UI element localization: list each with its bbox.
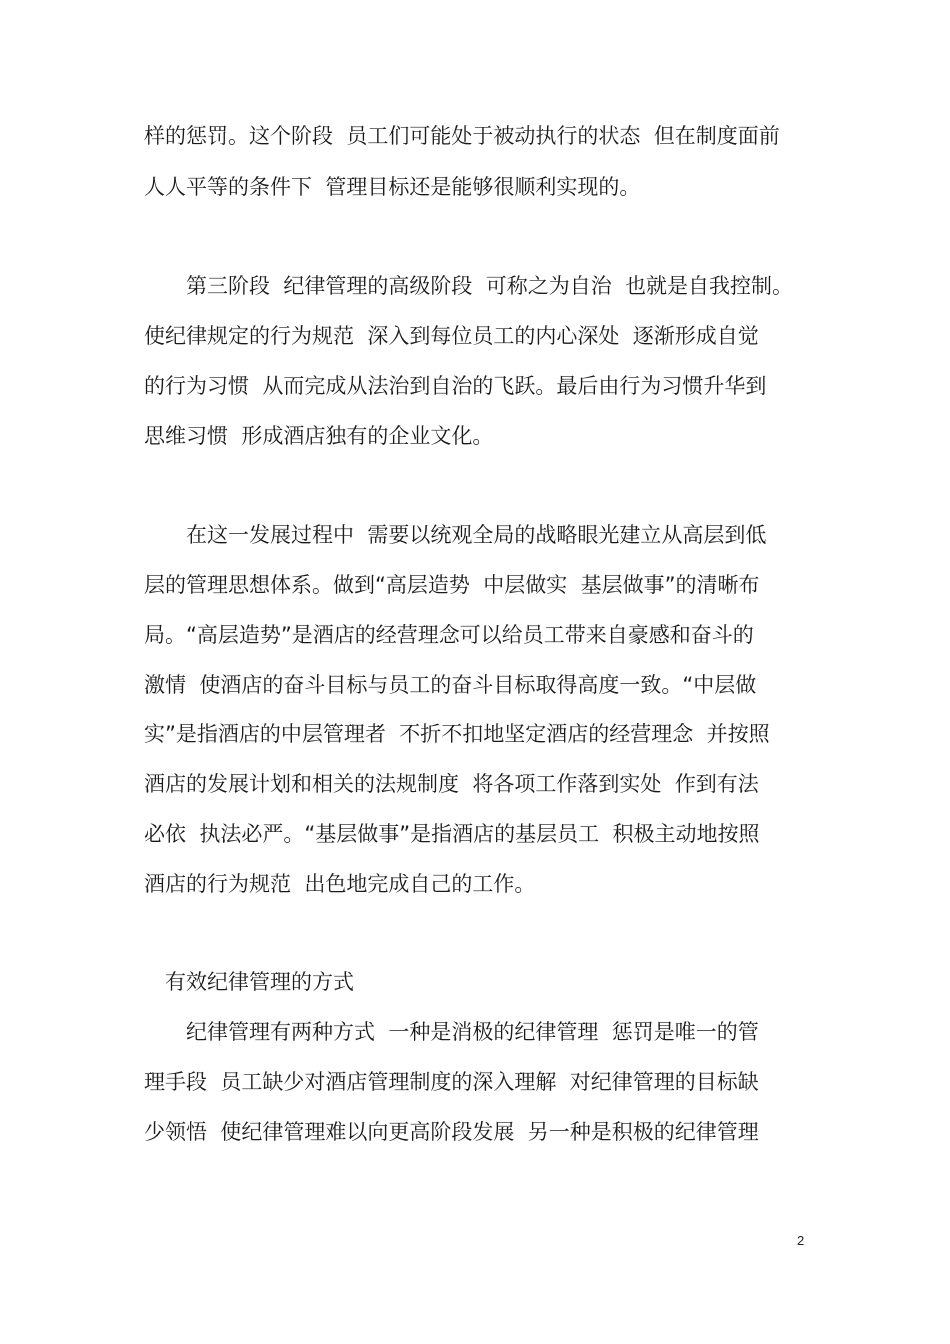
paragraph-first-line: 纪律管理有两种方式 一种是消极的纪律管理 惩罚是唯一的管 [186,1020,759,1044]
text-line: 局。“高层造势”是酒店的经营理念可以给员工带来自豪感和奋斗的 [144,623,754,647]
text-line: 实”是指酒店的中层管理者 不折不扣地坚定酒店的经营理念 并按照 [144,722,770,746]
text-line: 人人平等的条件下 管理目标还是能够很顺利实现的。 [144,175,641,199]
paragraph-first-line: 在这一发展过程中 需要以统观全局的战略眼光建立从高层到低 [186,523,767,547]
text-line: 使纪律规定的行为规范 深入到每位员工的内心深处 逐渐形成自觉 [144,324,759,348]
text-line: 理手段 员工缺少对酒店管理制度的深入理解 对纪律管理的目标缺 [144,1070,759,1094]
text-line: 激情 使酒店的奋斗目标与员工的奋斗目标取得高度一致。“中层做 [144,673,757,697]
page-number: 2 [797,1233,805,1248]
text-line: 思维习惯 形成酒店独有的企业文化。 [144,424,494,448]
text-line: 层的管理思想体系。做到“高层造势 中层做实 基层做事”的清晰布 [144,573,760,597]
section-heading: 有效纪律管理的方式 [165,970,354,994]
text-line: 必依 执法必严。“基层做事”是指酒店的基层员工 积极主动地按照 [144,822,760,846]
paragraph-first-line: 第三阶段 纪律管理的高级阶段 可称之为自治 也就是自我控制。 [186,274,794,298]
text-line: 的行为习惯 从而完成从法治到自治的飞跃。最后由行为习惯升华到 [144,374,767,398]
text-line: 酒店的发展计划和相关的法规制度 将各项工作落到实处 作到有法 [144,772,759,796]
text-line: 少领悟 使纪律管理难以向更高阶段发展 另一种是积极的纪律管理 [144,1120,759,1144]
text-line: 样的惩罚。这个阶段 员工们可能处于被动执行的状态 但在制度面前 [144,124,780,148]
text-line: 酒店的行为规范 出色地完成自己的工作。 [144,872,536,896]
